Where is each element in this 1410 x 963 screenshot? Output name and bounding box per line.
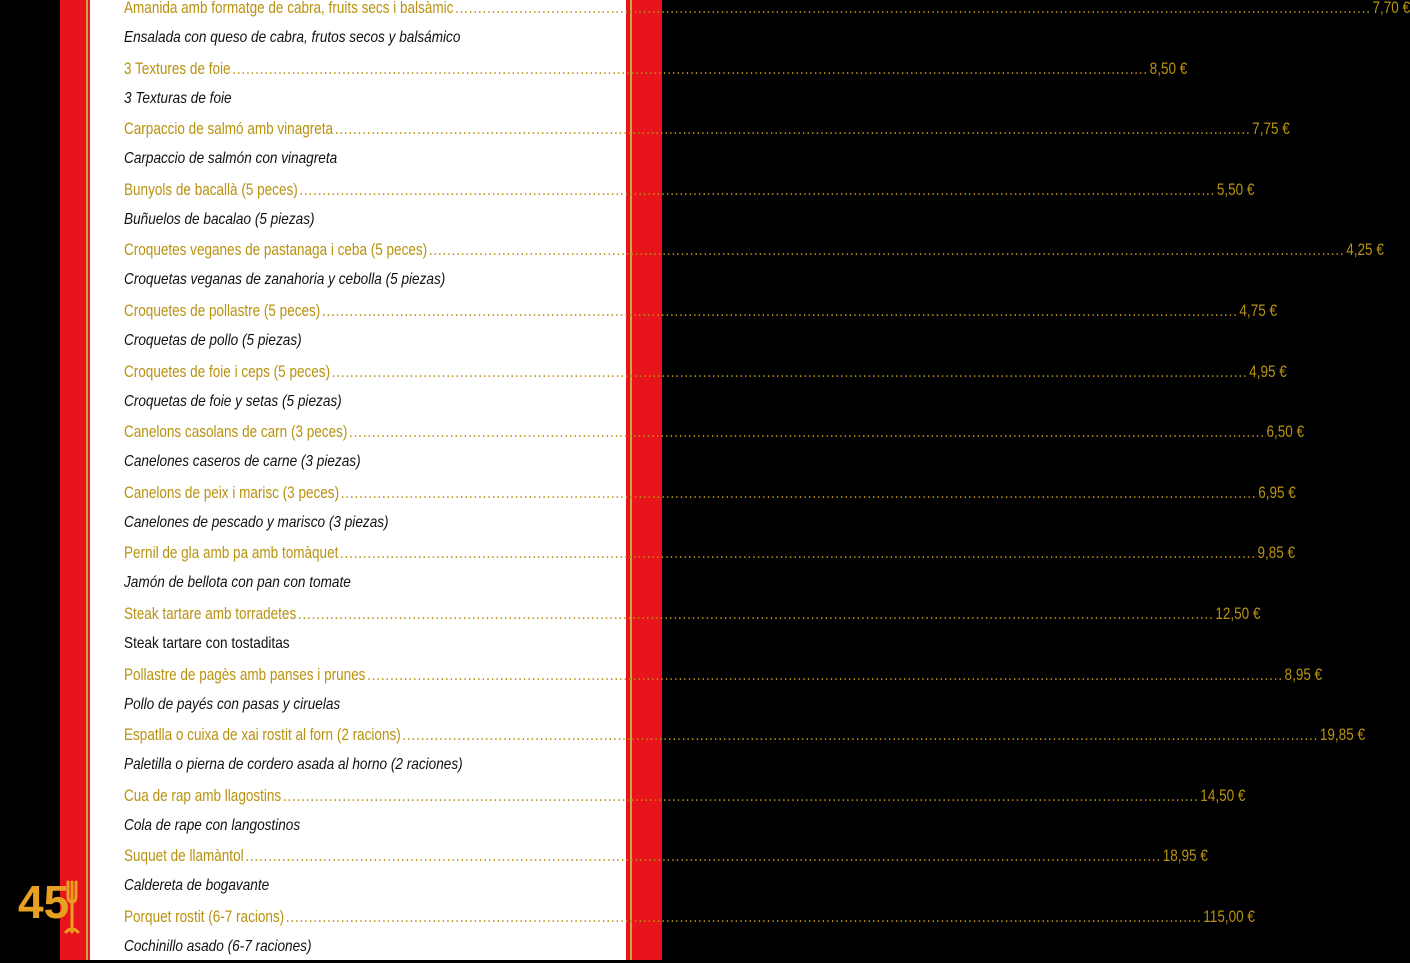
- dish-name-catalan: Cua de rap amb llagostins: [124, 786, 282, 805]
- dish-price: 6,50 €: [1266, 423, 1305, 442]
- dot-leader: ........................................................................................................................................................................................................: [282, 786, 1199, 805]
- gold-rule-left: [86, 0, 88, 960]
- dish-price: 4,25 €: [1346, 241, 1384, 260]
- menu-item: [124, 235, 1384, 296]
- dish-price: 12,50 €: [1215, 604, 1261, 623]
- menu-item: [124, 357, 1287, 418]
- menu-item-catalan-line: [124, 114, 1290, 144]
- dish-price: 9,85 €: [1257, 544, 1296, 563]
- menu-item: [124, 841, 1208, 902]
- dish-price: 7,75 €: [1252, 120, 1290, 139]
- dot-leader: ........................................................................................................................................................................................................: [232, 59, 1149, 78]
- dish-name-spanish: 3 Texturas de foie: [124, 89, 232, 107]
- dish-price: 18,95 €: [1162, 847, 1208, 866]
- dish-name-spanish: Buñuelos de bacalao (5 piezas): [124, 210, 315, 228]
- restaurant-logo-icon: [16, 868, 86, 938]
- dish-name-spanish: Cola de rape con langostinos: [124, 816, 301, 834]
- dish-name-spanish: Cochinillo asado (6-7 raciones): [124, 937, 312, 955]
- dish-price: 19,85 €: [1319, 726, 1366, 745]
- menu-item: [124, 902, 1255, 963]
- dish-name-spanish: Paletilla o pierna de cordero asada al horno (2 raciones): [124, 756, 463, 774]
- dish-price: 8,95 €: [1284, 665, 1323, 684]
- dot-leader: ........................................................................................................................................................................................................: [402, 726, 1319, 745]
- menu-item-catalan-line: [124, 175, 1255, 205]
- dot-leader: ........................................................................................................................................................................................................: [340, 483, 1257, 502]
- menu-item: [124, 478, 1296, 539]
- dish-name-catalan: 3 Textures de foie: [124, 59, 231, 78]
- dish-name-spanish: Canelones caseros de carne (3 piezas): [124, 453, 361, 471]
- logo-text: 45: [18, 876, 70, 928]
- menu-item-catalan-line: [124, 296, 1278, 326]
- dish-name-catalan: Croquetes veganes de pastanaga i ceba (5 peces): [124, 241, 428, 260]
- dish-price: 7,70 €: [1372, 0, 1410, 17]
- dish-name-catalan: Steak tartare amb torradetes: [124, 604, 297, 623]
- dish-name-spanish: Caldereta de bogavante: [124, 877, 270, 895]
- dish-name-catalan: Amanida amb formatge de cabra, fruits secs i balsàmic: [124, 0, 454, 17]
- dish-name-spanish: Jamón de bellota con pan con tomate: [124, 574, 351, 592]
- dish-name-spanish: Carpaccio de salmón con vinagreta: [124, 150, 338, 168]
- menu-item: [124, 781, 1246, 842]
- dot-leader: ........................................................................................................................................................................................................: [334, 120, 1251, 139]
- dot-leader: ........................................................................................................................................................................................................: [349, 423, 1265, 442]
- dish-price: 115,00 €: [1203, 907, 1255, 926]
- menu-item-catalan-line: [124, 902, 1255, 932]
- dot-leader: ........................................................................................................................................................................................................: [367, 665, 1283, 684]
- menu-item-catalan-line: [124, 0, 1410, 23]
- dish-price: 14,50 €: [1200, 786, 1246, 805]
- dish-name-catalan: Pernil de gla amb pa amb tomàquet: [124, 544, 339, 563]
- dot-leader: ........................................................................................................................................................................................................: [299, 180, 1216, 199]
- dish-name-catalan: Bunyols de bacallà (5 peces): [124, 180, 298, 199]
- menu-item: [124, 114, 1290, 175]
- dish-name-catalan: Espatlla o cuixa de xai rostit al forn (2 racions): [124, 726, 401, 745]
- dish-price: 4,75 €: [1239, 301, 1278, 320]
- menu-item-catalan-line: [124, 841, 1208, 871]
- menu-item-catalan-line: [124, 538, 1296, 568]
- menu-item-catalan-line: [124, 417, 1305, 447]
- dish-price: 8,50 €: [1149, 59, 1188, 78]
- dish-price: 6,95 €: [1258, 483, 1296, 502]
- menu-item: [124, 0, 1410, 54]
- menu-item-catalan-line: [124, 599, 1261, 629]
- menu-item: [124, 417, 1305, 478]
- menu-item: [124, 660, 1323, 721]
- menu-item-catalan-line: [124, 235, 1384, 265]
- menu-item: [124, 538, 1296, 599]
- dot-leader: ........................................................................................................................................................................................................: [339, 544, 1256, 563]
- dish-name-catalan: Canelons de peix i marisc (3 peces): [124, 483, 340, 502]
- menu-item-catalan-line: [124, 357, 1287, 387]
- dish-name-catalan: Pollastre de pagès amb panses i prunes: [124, 665, 366, 684]
- dish-name-catalan: Croquetes de foie i ceps (5 peces): [124, 362, 331, 381]
- dish-name-catalan: Suquet de llamàntol: [124, 847, 244, 866]
- menu-item: [124, 54, 1188, 115]
- menu-item: [124, 175, 1255, 236]
- dish-name-spanish: Croquetas veganas de zanahoria y cebolla (5 piezas): [124, 271, 446, 289]
- menu-item: [124, 296, 1278, 357]
- menu-item-catalan-line: [124, 54, 1188, 84]
- menu-item-catalan-line: [124, 781, 1246, 811]
- dot-leader: ........................................................................................................................................................................................................: [321, 301, 1238, 320]
- menu-item: [124, 599, 1261, 660]
- menu-list: [124, 0, 1410, 963]
- menu-item-catalan-line: [124, 720, 1366, 750]
- dot-leader: ........................................................................................................................................................................................................: [331, 362, 1248, 381]
- dish-name-catalan: Porquet rostit (6-7 racions): [124, 907, 285, 926]
- menu-item-catalan-line: [124, 660, 1323, 690]
- dish-name-catalan: Croquetes de pollastre (5 peces): [124, 301, 321, 320]
- menu-item: [124, 720, 1366, 781]
- dish-name-spanish: Steak tartare con tostaditas: [124, 634, 290, 652]
- dish-name-spanish: Croquetas de pollo (5 piezas): [124, 331, 302, 349]
- dish-name-spanish: Ensalada con queso de cabra, frutos secos y balsámico: [124, 29, 461, 46]
- dot-leader: ........................................................................................................................................................................................................: [285, 907, 1202, 926]
- dot-leader: ........................................................................................................................................................................................................: [297, 604, 1214, 623]
- dish-price: 5,50 €: [1216, 180, 1255, 199]
- dish-name-catalan: Canelons casolans de carn (3 peces): [124, 423, 348, 442]
- dish-name-spanish: Canelones de pescado y marisco (3 piezas): [124, 513, 389, 531]
- dot-leader: ........................................................................................................................................................................................................: [428, 241, 1345, 260]
- dish-name-spanish: Pollo de payés con pasas y ciruelas: [124, 695, 341, 713]
- dish-price: 4,95 €: [1249, 362, 1287, 381]
- dish-name-catalan: Carpaccio de salmó amb vinagreta: [124, 120, 334, 139]
- dish-name-spanish: Croquetas de foie y setas (5 piezas): [124, 392, 342, 410]
- dot-leader: ........................................................................................................................................................................................................: [455, 0, 1371, 17]
- menu-item-catalan-line: [124, 478, 1296, 508]
- dot-leader: ........................................................................................................................................................................................................: [245, 847, 1162, 866]
